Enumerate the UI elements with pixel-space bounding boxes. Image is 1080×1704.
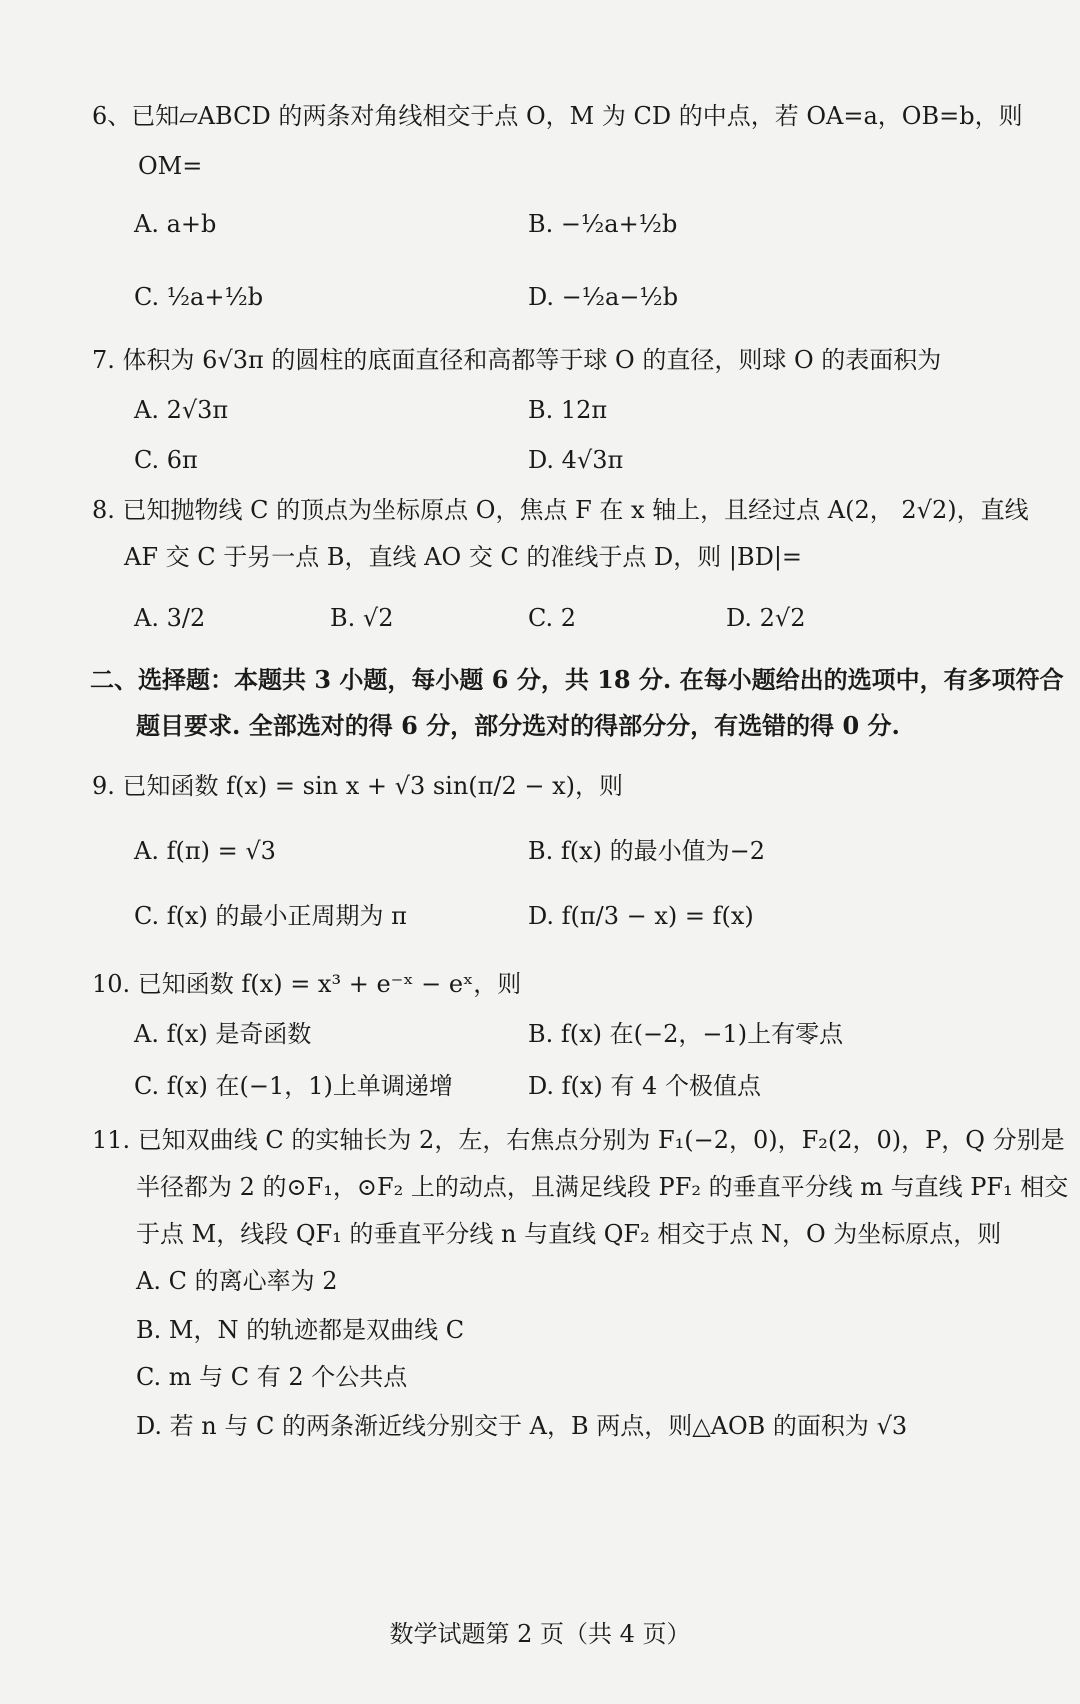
q11-option-c: C. m 与 C 有 2 个公共点 (136, 1363, 408, 1391)
q9-option-d: D. f(π/3 − x) = f(x) (528, 902, 754, 930)
page-footer: 数学试题第 2 页（共 4 页） (389, 1620, 691, 1648)
q8-option-a: A. 3/2 (134, 604, 206, 632)
q6-option-c: C. ½a+½b (134, 283, 264, 311)
q6-option-d: D. −½a−½b (528, 283, 679, 311)
q11-stem-line3: 于点 M，线段 QF₁ 的垂直平分线 n 与直线 QF₂ 相交于点 N，O 为坐标原点，则 (136, 1220, 1002, 1248)
q6-option-a: A. a+b (134, 210, 217, 238)
q8-option-d: D. 2√2 (726, 604, 806, 632)
q10-option-b: B. f(x) 在(−2，−1)上有零点 (528, 1020, 844, 1048)
q9-option-b: B. f(x) 的最小值为−2 (528, 837, 766, 865)
q9-stem: 9. 已知函数 f(x) = sin x + √3 sin(π/2 − x)，则 (92, 772, 624, 800)
q7-stem: 7. 体积为 6√3π 的圆柱的底面直径和高都等于球 O 的直径，则球 O 的表面积为 (92, 346, 942, 374)
q7-option-b: B. 12π (528, 396, 608, 424)
q6-stem-line2: OM= (138, 152, 203, 180)
q9-option-a: A. f(π) = √3 (134, 837, 276, 865)
q8-stem-line1: 8. 已知抛物线 C 的顶点为坐标原点 O，焦点 F 在 x 轴上，且经过点 A(2， 2√2)，直线 (92, 496, 1029, 524)
q7-option-c: C. 6π (134, 446, 198, 474)
q11-option-b: B. M，N 的轨迹都是双曲线 C (136, 1316, 465, 1344)
q6-stem-line1: 6、已知▱ABCD 的两条对角线相交于点 O，M 为 CD 的中点，若 OA=a，OB=b，则 (92, 102, 1023, 130)
q11-option-a: A. C 的离心率为 2 (136, 1267, 338, 1295)
q10-option-d: D. f(x) 有 4 个极值点 (528, 1072, 761, 1100)
section2-heading-line2: 题目要求. 全部选对的得 6 分，部分选对的得部分分，有选错的得 0 分. (136, 711, 900, 740)
q8-option-c: C. 2 (528, 604, 577, 632)
q10-stem: 10. 已知函数 f(x) = x³ + e⁻ˣ − eˣ，则 (92, 970, 522, 998)
q11-stem-line1: 11. 已知双曲线 C 的实轴长为 2，左，右焦点分别为 F₁(−2，0)，F₂(2，0)，P，Q 分别是 (92, 1126, 1065, 1154)
q6-option-b: B. −½a+½b (528, 210, 678, 238)
q7-option-a: A. 2√3π (134, 396, 229, 424)
section2-heading-line1: 二、选择题：本题共 3 小题，每小题 6 分，共 18 分. 在每小题给出的选项中，有多项符合 (90, 665, 1064, 694)
q9-option-c: C. f(x) 的最小正周期为 π (134, 902, 407, 930)
q10-option-a: A. f(x) 是奇函数 (134, 1020, 312, 1048)
q11-stem-line2: 半径都为 2 的⊙F₁，⊙F₂ 上的动点，且满足线段 PF₂ 的垂直平分线 m 与直线 PF₁ 相交 (136, 1173, 1069, 1201)
q8-option-b: B. √2 (330, 604, 394, 632)
q8-stem-line2: AF 交 C 于另一点 B，直线 AO 交 C 的准线于点 D，则 |BD|= (124, 543, 803, 571)
q7-option-d: D. 4√3π (528, 446, 624, 474)
q11-option-d: D. 若 n 与 C 的两条渐近线分别交于 A，B 两点，则△AOB 的面积为 √3 (136, 1412, 908, 1440)
q10-option-c: C. f(x) 在(−1，1)上单调递增 (134, 1072, 453, 1100)
